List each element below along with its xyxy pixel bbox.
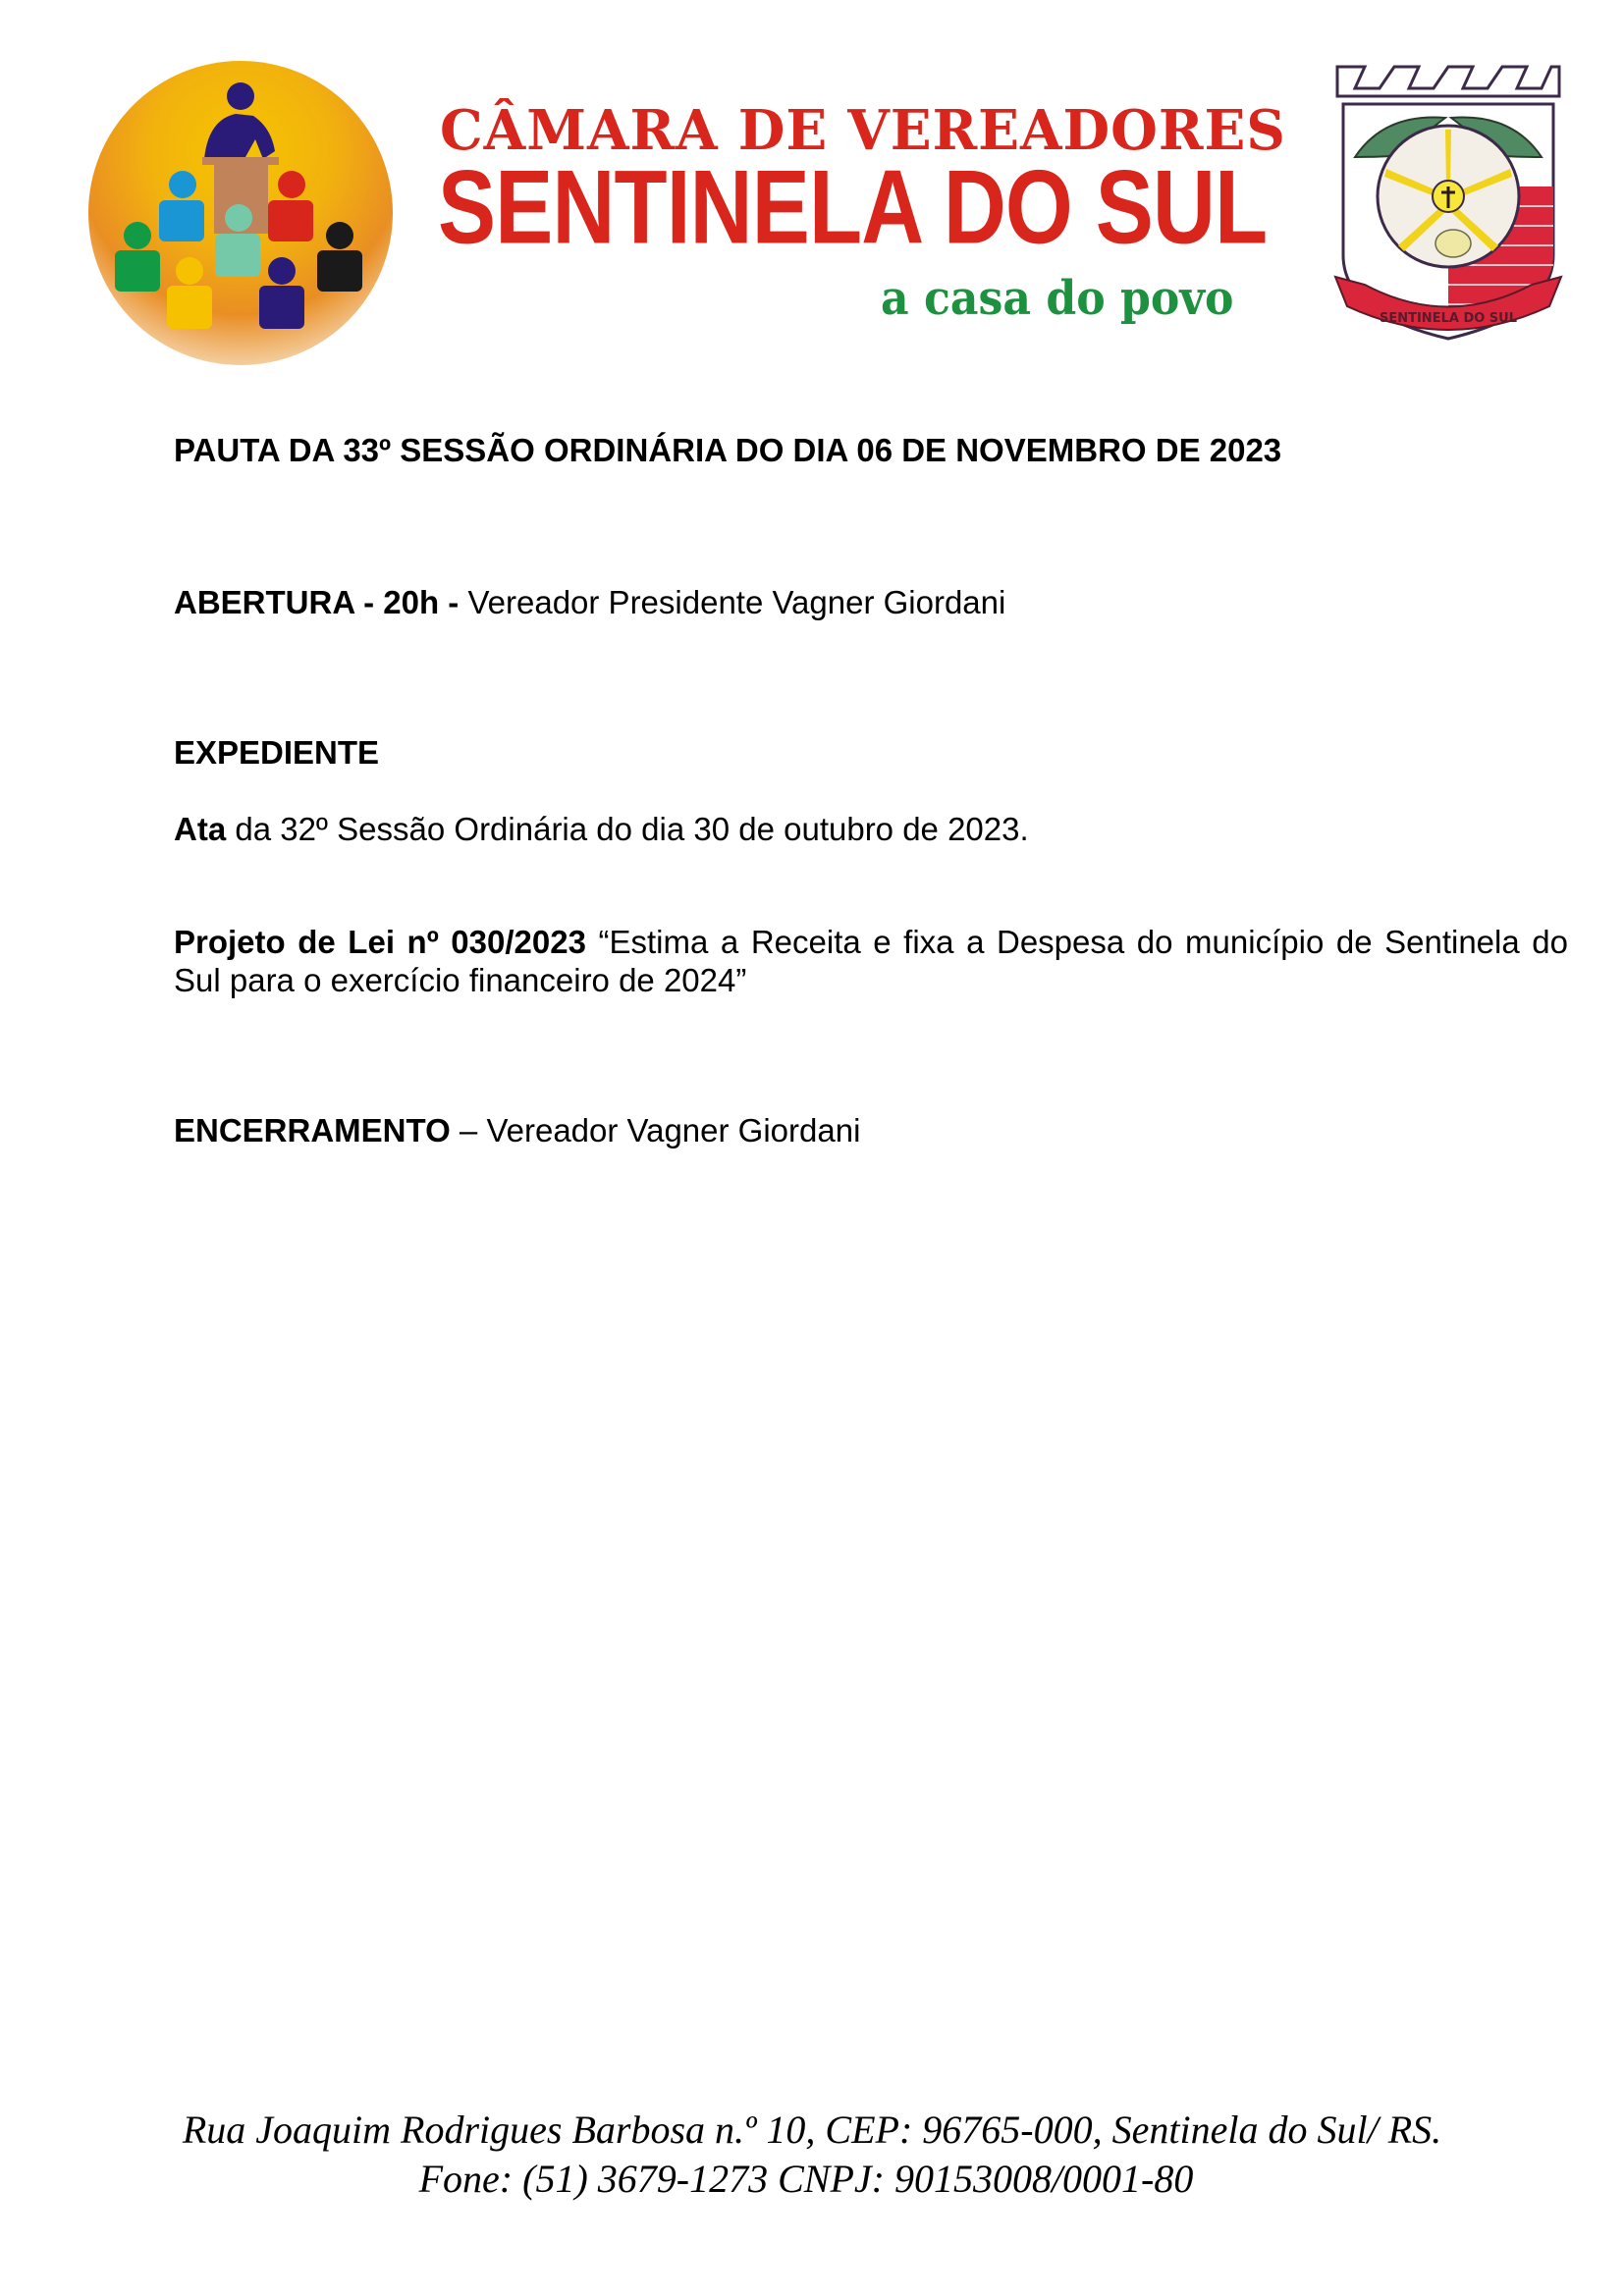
item-text: da 32º Sessão Ordinária do dia 30 de outubro de 2023.	[226, 811, 1029, 847]
opening-label: ABERTURA - 20h -	[174, 584, 460, 620]
title-camara-de-vereadores: CÂMARA DE VEREADORES	[440, 98, 1286, 163]
expediente-heading: EXPEDIENTE	[174, 734, 380, 771]
closing-text: – Vereador Vagner Giordani	[450, 1112, 861, 1148]
opening-section	[174, 583, 1568, 621]
opening-line	[174, 583, 1568, 621]
coat-of-arms-icon	[1326, 59, 1571, 358]
expediente-item-ata	[174, 810, 1568, 848]
page-title: PAUTA DA 33º SESSÃO ORDINÁRIA DO DIA 06 DE NOVEMBRO DE 2023	[174, 432, 1282, 468]
expediente-heading-wrap	[174, 734, 1568, 772]
footer	[0, 2106, 1624, 2204]
tagline: a casa do povo	[881, 271, 1234, 326]
opening-text: Vereador Presidente Vagner Giordani	[459, 584, 1006, 620]
camara-people-logo	[88, 61, 393, 365]
list-item	[174, 810, 1568, 848]
item-label: Ata	[174, 811, 227, 847]
letterhead	[0, 0, 1624, 373]
list-item	[174, 923, 1568, 999]
closing-line	[174, 1111, 1568, 1149]
closing-section	[174, 1111, 1568, 1149]
expediente-item-projeto	[174, 923, 1568, 999]
footer-contact: Fone: (51) 3679-1273 CNPJ: 90153008/0001-80	[418, 2157, 1194, 2201]
closing-label: ENCERRAMENTO	[174, 1112, 451, 1148]
item-label: Projeto de Lei nº 030/2023	[174, 924, 586, 960]
agenda-title	[174, 432, 1568, 469]
municipal-coat-of-arms	[1326, 59, 1571, 358]
item-text: “Estima a Receita e fixa a Despesa do município de Sentinela do Sul para o exercício financeiro de 2024”	[174, 924, 1568, 998]
people-podium-icon	[88, 61, 393, 365]
title-sentinela-do-sul: SENTINELA DO SUL	[438, 148, 1268, 266]
footer-address: Rua Joaquim Rodrigues Barbosa n.º 10, CEP: 96765-000, Sentinela do Sul/ RS.	[182, 2108, 1442, 2152]
crest-banner-text: SENTINELA DO SUL	[1379, 311, 1518, 326]
